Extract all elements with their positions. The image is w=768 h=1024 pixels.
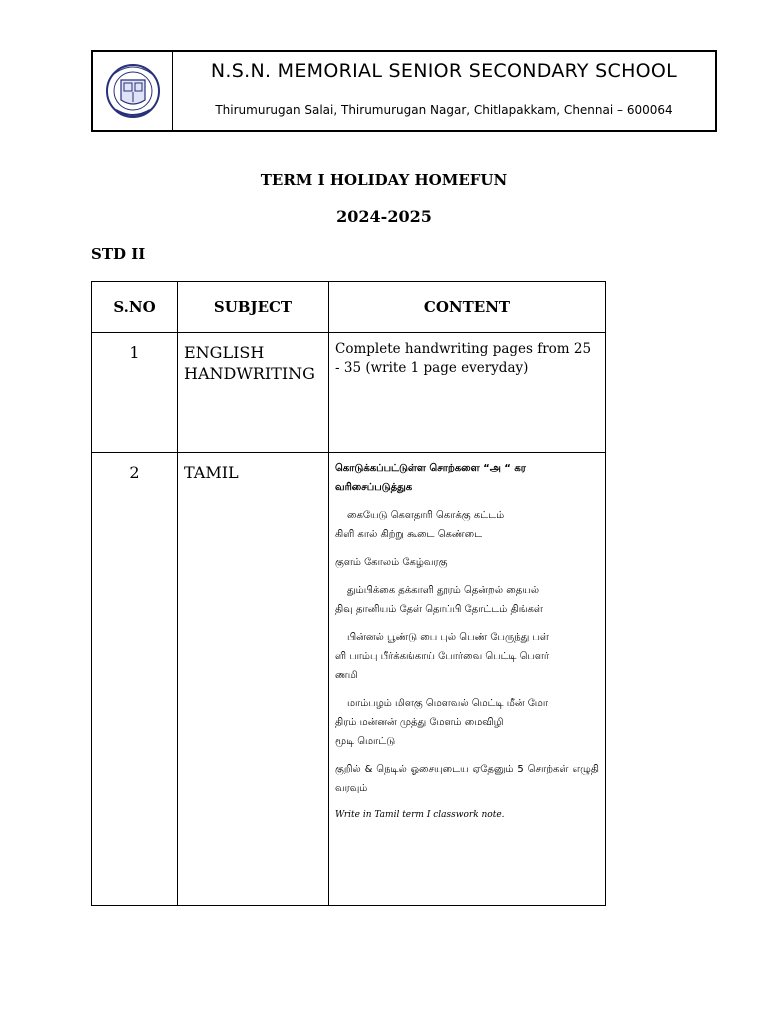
logo-cell [93,52,173,130]
school-crest-icon [104,58,162,124]
homework-table [91,281,606,906]
table-row [92,453,606,906]
standard-label: STD II [91,245,146,263]
header-subject: SUBJECT [178,282,329,333]
tamil-word-line: மூடி மொட்டு [335,736,396,747]
row-content [329,453,606,906]
row-subject: TAMIL [178,453,329,906]
school-name: N.S.N. MEMORIAL SENIOR SECONDARY SCHOOL [210,60,678,82]
tamil-instruction: கொடுக்கப்பட்டுள்ள சொற்களை “அ “ கர வரிசைப்படுத்துக [335,463,530,493]
tamil-word-line: கையேடு கௌதாரி கொக்கு கட்டம் [347,510,505,521]
row-sno: 2 [92,453,178,906]
tamil-word-line: பின்னல் பூண்டு பை புல் பெண் பேருந்து பள் [347,632,549,643]
header-sno: S.NO [92,282,178,333]
tamil-word-line: ளி பாம்பு பீர்க்கங்காய் போர்வை பெட்டி பௌர் [335,651,550,662]
tamil-word-line: தும்பிக்கை தக்காளி தூரம் தென்றல் தையல் [347,585,540,596]
tamil-word-line: திரம் மன்னன் முத்து மேளம் மைவிழி [335,717,504,728]
tamil-instruction-2: குறில் & நெடில் ஓசையுடைய ஏதேனும் 5 சொற்கள் எழுதி வரவும் [335,764,603,794]
row-sno: 1 [92,333,178,453]
header-content: CONTENT [329,282,606,333]
school-info-cell [173,52,715,130]
academic-year: 2024-2025 [336,207,432,226]
tamil-word-line: ணமி [335,670,358,681]
tamil-word-line: கிளி கால் கிற்று கூடை கெண்டை [335,529,483,540]
document-title: TERM I HOLIDAY HOMEFUN [260,171,508,189]
row-content: Complete handwriting pages from 25 - 35 (write 1 page everyday) [329,333,606,453]
school-address: Thirumurugan Salai, Thirumurugan Nagar, Chitlapakkam, Chennai – 600064 [215,103,673,117]
table-header-row [92,282,606,333]
row-subject: ENGLISH HANDWRITING [178,333,329,453]
table-row [92,333,606,453]
tamil-word-line: மாம்பழம் மிளகு மௌவல் மெட்டி மீன் மோ [347,698,549,709]
tamil-word-line: திவு தானியம் தேள் தொப்பி தோட்டம் திங்கள் [335,604,543,615]
classwork-note: Write in Tamil term I classwork note. [335,810,505,820]
tamil-word-line: குளம் கோலம் கேழ்வரகு [335,557,448,568]
school-header [91,50,717,132]
